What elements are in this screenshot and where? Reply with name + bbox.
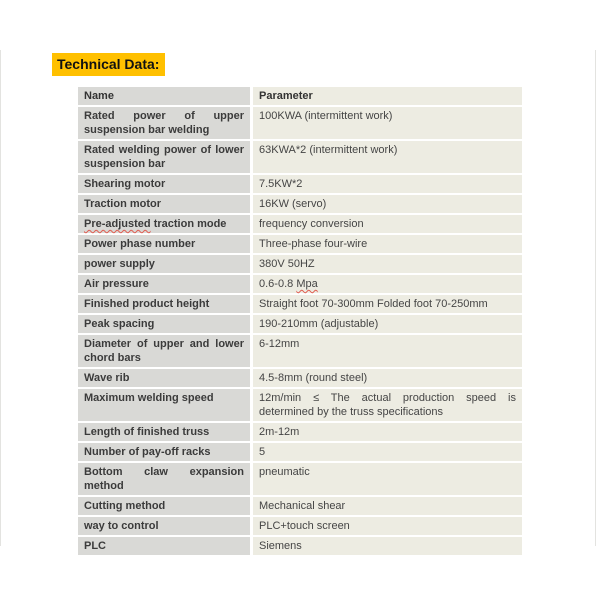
row-name-cell: Air pressure [78, 275, 250, 293]
row-value-cell: PLC+touch screen [253, 517, 522, 535]
row-name-cell: Pre-adjusted traction mode [78, 215, 250, 233]
spellcheck-underline: Pre-adjusted [84, 218, 151, 230]
table-row [78, 389, 522, 421]
row-value-cell: 4.5-8mm (round steel) [253, 369, 522, 387]
row-value-cell: frequency conversion [253, 215, 522, 233]
row-name-cell: Number of pay-off racks [78, 443, 250, 461]
row-name-cell: way to control [78, 517, 250, 535]
table-row [78, 255, 522, 273]
row-value-cell: 2m-12m [253, 423, 522, 441]
row-value-cell: 63KWA*2 (intermittent work) [253, 141, 522, 173]
header-parameter-cell: Parameter [253, 87, 522, 105]
table-row [78, 443, 522, 461]
row-value-cell: 0.6-0.8 Mpa [253, 275, 522, 293]
row-name-cell: Rated power of upper suspension bar welding [78, 107, 250, 139]
table-body [78, 107, 522, 555]
row-name-cell: Shearing motor [78, 175, 250, 193]
row-value-cell: Three-phase four-wire [253, 235, 522, 253]
table-row [78, 369, 522, 387]
row-name-cell: Rated welding power of lower suspension bar [78, 141, 250, 173]
row-name-cell: PLC [78, 537, 250, 555]
table-row [78, 141, 522, 173]
table-row [78, 335, 522, 367]
table-row [78, 537, 522, 555]
table-row [78, 423, 522, 441]
row-name-cell: Finished product height [78, 295, 250, 313]
row-name-cell: Bottom claw expansion method [78, 463, 250, 495]
table-row [78, 175, 522, 193]
row-name-cell: Maximum welding speed [78, 389, 250, 421]
row-name-cell: Power phase number [78, 235, 250, 253]
table-row [78, 295, 522, 313]
table-row [78, 215, 522, 233]
table-row [78, 107, 522, 139]
technical-data-table [78, 87, 522, 557]
row-name-cell: Peak spacing [78, 315, 250, 333]
table-row [78, 235, 522, 253]
spellcheck-underline: Mpa [296, 278, 318, 290]
row-value-cell: 100KWA (intermittent work) [253, 107, 522, 139]
row-value-cell: 12m/min ≤ The actual production speed is determined by the truss specifications [253, 389, 522, 421]
row-name-cell: Traction motor [78, 195, 250, 213]
table-header-row [78, 87, 522, 105]
row-name-cell: power supply [78, 255, 250, 273]
header-name-cell: Name [78, 87, 250, 105]
technical-data-heading: Technical Data: [52, 53, 165, 76]
table-row [78, 497, 522, 515]
table-row [78, 315, 522, 333]
row-value-cell: Siemens [253, 537, 522, 555]
row-value-cell: Straight foot 70-300mm Folded foot 70-250mm [253, 295, 522, 313]
row-value-cell: Mechanical shear [253, 497, 522, 515]
row-name-cell: Length of finished truss [78, 423, 250, 441]
row-value-cell: 190-210mm (adjustable) [253, 315, 522, 333]
table-row [78, 463, 522, 495]
row-value-cell: 5 [253, 443, 522, 461]
table-row [78, 275, 522, 293]
row-name-cell: Wave rib [78, 369, 250, 387]
row-name-cell: Diameter of upper and lower chord bars [78, 335, 250, 367]
row-value-cell: 6-12mm [253, 335, 522, 367]
page-border-left [0, 50, 1, 546]
row-value-cell: pneumatic [253, 463, 522, 495]
row-value-cell: 380V 50HZ [253, 255, 522, 273]
row-value-cell: 16KW (servo) [253, 195, 522, 213]
row-name-cell: Cutting method [78, 497, 250, 515]
table-row [78, 195, 522, 213]
row-value-cell: 7.5KW*2 [253, 175, 522, 193]
table-row [78, 517, 522, 535]
page-border-right [595, 50, 596, 546]
